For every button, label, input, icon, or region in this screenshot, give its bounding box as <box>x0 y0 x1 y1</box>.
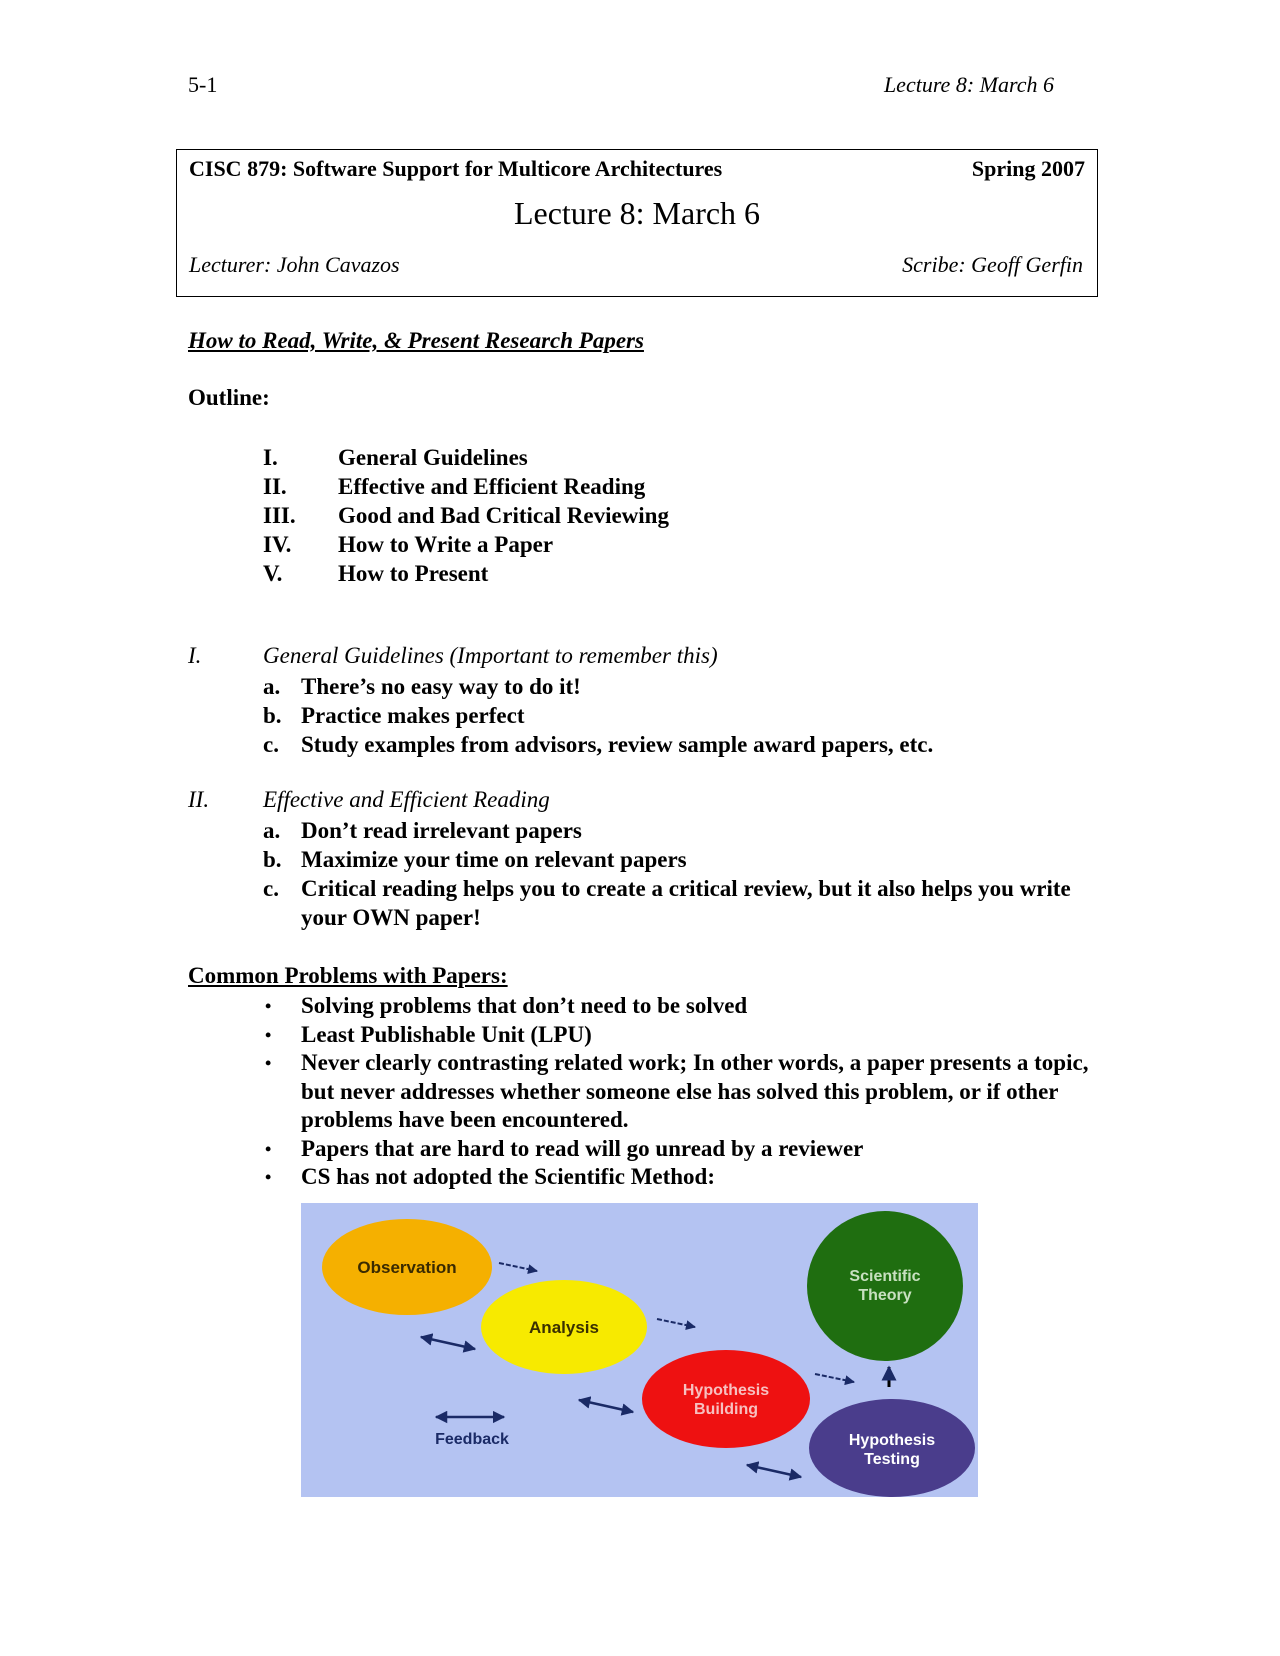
outline-label: Outline: <box>188 385 270 410</box>
problems-heading: Common Problems with Papers: <box>188 963 508 988</box>
scientific-theory-label-1: Scientific <box>849 1268 921 1285</box>
list-item: • Least Publishable Unit (LPU) <box>263 1021 1093 1050</box>
hypothesis-testing-label-2: Testing <box>864 1451 920 1468</box>
course-term: Spring 2007 <box>971 156 1085 181</box>
problems-list <box>263 992 1093 1192</box>
section-1-heading: I. General Guidelines (Important to remember this) <box>188 643 718 668</box>
bullet-icon: • <box>265 1138 272 1159</box>
list-item: b. Practice makes perfect <box>263 703 525 728</box>
running-lecture-label: Lecture 8: March 6 <box>883 72 1054 97</box>
list-item: b. Maximize your time on relevant papers <box>263 847 687 872</box>
hypothesis-building-label-2: Building <box>694 1401 758 1418</box>
lecturer-name: Lecturer: John Cavazos <box>189 252 400 277</box>
scientific-theory-ellipse <box>807 1211 963 1361</box>
lecture-header-box <box>176 149 1098 297</box>
bullet-icon: • <box>265 1053 272 1073</box>
list-item: a. Don’t read irrelevant papers <box>263 818 582 843</box>
analysis-label: Analysis <box>529 1318 599 1337</box>
section-2-list <box>263 816 1093 932</box>
list-item: a. There’s no easy way to do it! <box>263 674 581 699</box>
list-item: c. Study examples from advisors, review sample award papers, etc. <box>263 732 934 757</box>
list-item: • CS has not adopted the Scientific Method: <box>263 1163 1093 1192</box>
lecture-title: Lecture 8: March 6 <box>513 195 761 231</box>
list-item: • Papers that are hard to read will go unread by a reviewer <box>263 1135 1093 1164</box>
list-item: c. Critical reading helps you to create a critical review, but it also helps you write your OWN paper! <box>263 876 1071 930</box>
document-title: How to Read, Write, & Present Research Papers <box>188 328 644 353</box>
observation-label: Observation <box>357 1258 457 1277</box>
hypothesis-building-label-1: Hypothesis <box>682 1382 770 1399</box>
page-number: 5-1 <box>188 72 218 97</box>
bullet-icon: • <box>265 996 272 1016</box>
bullet-icon: • <box>265 1024 272 1045</box>
list-item: • Never clearly contrasting related work; In other words, a paper presents a topic, but never addresses whether someone else has solved this problem, or if other problems have been encountered. <box>265 1050 1089 1132</box>
section-1-list <box>263 672 1093 759</box>
scientific-theory-label-2: Theory <box>858 1287 912 1304</box>
section-2-heading: II. Effective and Efficient Reading <box>188 787 550 812</box>
scribe-name: Scribe: Geoff Gerfin <box>902 252 1083 277</box>
feedback-label: Feedback <box>435 1431 509 1448</box>
course-title: CISC 879: Software Support for Multicore Architectures <box>189 156 723 181</box>
hypothesis-testing-label-1: Hypothesis <box>848 1432 936 1449</box>
bullet-icon: • <box>265 1167 272 1187</box>
hypothesis-building-ellipse <box>642 1350 810 1448</box>
list-item: • Solving problems that don’t need to be solved <box>263 992 1093 1021</box>
scientific-method-diagram <box>301 1203 978 1497</box>
